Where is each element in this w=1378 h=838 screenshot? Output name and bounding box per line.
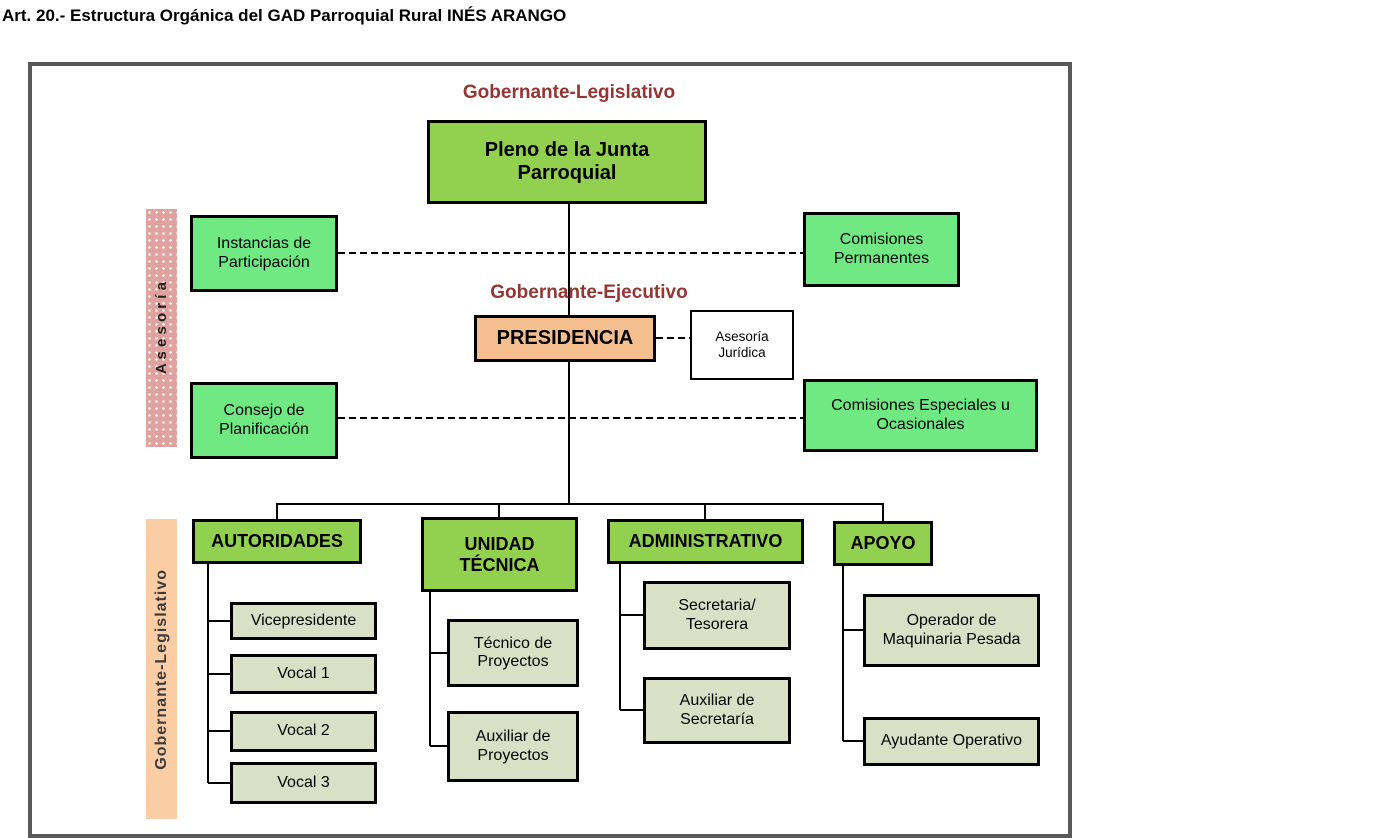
node-pleno-junta-parroquial <box>427 120 707 204</box>
child-vocal-1 <box>230 654 377 694</box>
node-asesoria-juridica <box>690 310 794 380</box>
node-instancias-participacion <box>190 215 338 292</box>
autoridades-branch-lines <box>208 564 230 783</box>
child-vicepresidente <box>230 602 377 640</box>
dept-header-unidad-tecnica <box>421 517 578 592</box>
node-comisiones-permanentes <box>803 212 960 287</box>
child-auxiliar-secretaria <box>643 677 791 744</box>
node-instancias-label: Instancias de Participación <box>216 235 312 271</box>
band-gobernante-legislativo <box>146 519 177 819</box>
child-vicepresidente-label: Vicepresidente <box>250 611 357 629</box>
node-presidencia-label: PRESIDENCIA <box>496 327 634 349</box>
child-ayudante-operativo-label: Ayudante Operativo <box>880 732 1023 750</box>
dept-header-autoridades <box>192 519 362 564</box>
unidad-tecnica-branch-lines <box>430 592 447 746</box>
section-label-gobernante-ejecutivo: Gobernante-Ejecutivo <box>490 282 688 303</box>
node-comisiones-especiales <box>803 379 1038 452</box>
child-auxiliar-secretaria-label: Auxiliar de Secretaría <box>679 692 755 728</box>
org-chart-frame <box>28 62 1072 838</box>
child-tecnico-proyectos <box>447 619 579 687</box>
child-vocal-2 <box>230 711 377 752</box>
child-secretaria-tesorera-label: Secretaria/ Tesorera <box>678 597 756 633</box>
child-tecnico-proyectos-label: Técnico de Proyectos <box>473 634 553 670</box>
node-asesoria-juridica-label: Asesoría Jurídica <box>715 329 769 360</box>
child-secretaria-tesorera <box>643 581 791 650</box>
dept-header-unidad-tecnica-label: UNIDAD TÉCNICA <box>459 533 540 575</box>
child-vocal-1-label: Vocal 1 <box>277 664 330 682</box>
node-consejo-planificacion <box>190 382 338 459</box>
dept-header-apoyo-label: APOYO <box>850 533 916 554</box>
page-title: Art. 20.- Estructura Orgánica del GAD Parroquial Rural INÉS ARANGO <box>2 6 567 25</box>
dept-header-apoyo <box>833 521 933 566</box>
child-ayudante-operativo <box>863 717 1040 766</box>
node-presidencia <box>474 315 656 362</box>
section-label-gobernante-legislativo: Gobernante-Legislativo <box>462 82 676 103</box>
child-operador-maquinaria-label: Operador de Maquinaria Pesada <box>882 612 1021 648</box>
dept-header-autoridades-label: AUTORIDADES <box>211 531 343 552</box>
child-vocal-3 <box>230 762 377 804</box>
apoyo-branch-lines <box>843 566 863 741</box>
child-auxiliar-proyectos-label: Auxiliar de Proyectos <box>475 728 551 764</box>
child-operador-maquinaria <box>863 594 1040 667</box>
node-comisiones-especiales-label: Comisiones Especiales u Ocasionales <box>831 397 1010 433</box>
child-vocal-2-label: Vocal 2 <box>277 722 330 740</box>
dept-header-administrativo <box>607 519 804 564</box>
dept-header-administrativo-label: ADMINISTRATIVO <box>628 531 783 552</box>
child-auxiliar-proyectos <box>447 711 579 782</box>
child-vocal-3-label: Vocal 3 <box>277 773 330 791</box>
node-pleno-label: Pleno de la Junta Parroquial <box>484 139 650 184</box>
band-gobernante-legislativo-label: Gobernante-Legislativo <box>152 568 170 770</box>
band-asesoria <box>146 209 177 447</box>
band-asesoria-label: A s e s o r í a <box>153 282 170 374</box>
administrativo-branch-lines <box>620 564 643 710</box>
node-comisiones-permanentes-label: Comisiones Permanentes <box>833 231 930 267</box>
node-consejo-label: Consejo de Planificación <box>219 402 309 438</box>
